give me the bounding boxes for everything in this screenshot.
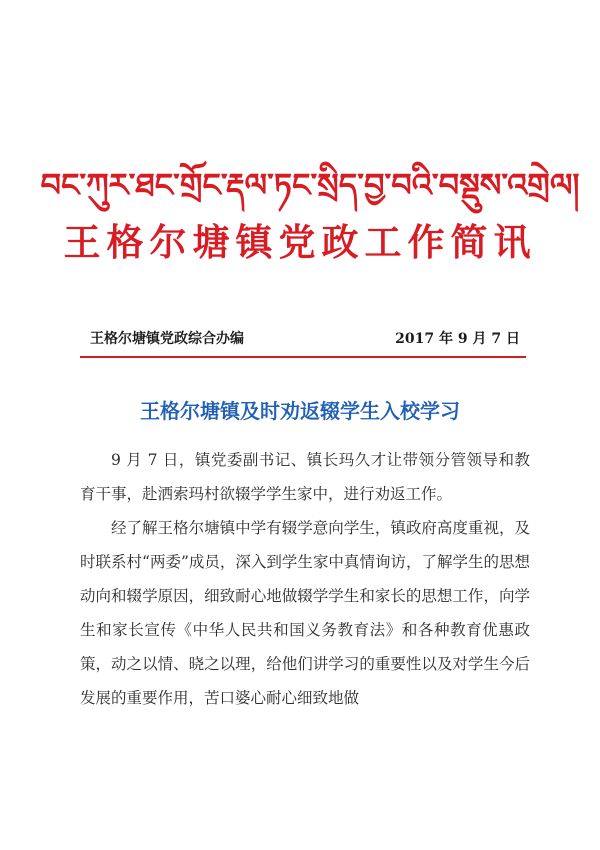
issue-date: 2017 年 9 月 7 日 [395, 331, 520, 347]
masthead-meta [90, 328, 520, 348]
header-divider [80, 356, 526, 358]
article-paragraph: 经了解王格尔塘镇中学有辍学意向学生，镇政府高度重视，及时联系村“两委”成员，深入到学生家中真情询访，了解学生的思想动向和辍学原因，细致耐心地做辍学学生和家长的思想工作，向学生和家长宣传《中华人民共和国义务教育法》和各种教育优惠政策，动之以情、晓之以理，给他们讲学习的重要性以及对学生今后发展的重要作用，苦口婆心耐心细致地做 [80, 519, 530, 707]
tibetan-masthead-title: བང་ཀུར་ཐང་གྲོང་རྡལ་ཏང་སྲིད་བྱ་བའི་བསྡུས་འགྲེལ། [40, 166, 580, 204]
article-headline: 王格尔塘镇及时劝返辍学生入校学习 [140, 399, 460, 423]
article-paragraph: 9 月 7 日，镇党委副书记、镇长玛久才让带领分管领导和教育干事，赴洒索玛村欲辍学学生家中，进行劝返工作。 [80, 451, 530, 503]
editor-label: 王格尔塘镇党政综合办编 [90, 331, 244, 347]
article-body [80, 443, 530, 715]
masthead-title: 王格尔塘镇党政工作简讯 [63, 220, 537, 264]
